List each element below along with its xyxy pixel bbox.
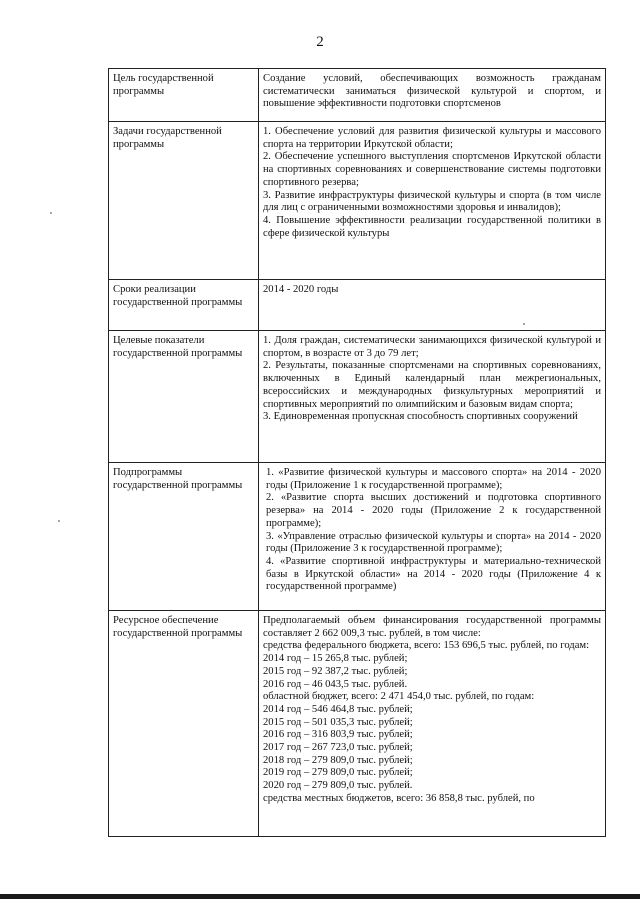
row-value-subprograms <box>259 463 606 611</box>
table-row-indicators <box>109 331 606 463</box>
subprogram-item: 4. «Развитие спортивной инфраструктуры и материально-технической базы в Иркутской области» на 2014 - 2020 годы (Приложение 4 к государственной программе) <box>266 555 601 593</box>
indicator-item: 2. Результаты, показанные спортсменами на спортивных соревнованиях, включенных в Единый календарный план межрегиональных, всероссийских и международных физкультурных мероприятий и спортивных мероприятий по олимпийским и базовым видам спорта; <box>263 360 601 410</box>
funding-line: 2019 год – 279 809,0 тыс. рублей; <box>263 767 413 779</box>
table-row-tasks <box>109 122 606 280</box>
funding-line: 2018 год – 279 809,0 тыс. рублей; <box>263 754 413 766</box>
task-item: 3. Развитие инфраструктуры физической культуры и спорта (в том числе для лиц с ограниченными возможностями здоровья и инвалидов); <box>263 189 601 214</box>
funding-line: Предполагаемый объем финансирования государственной программы составляет 2 662 009,3 тыс. рублей, в том числе: <box>263 615 601 639</box>
scan-speck <box>50 212 52 214</box>
table-row-subprograms <box>109 463 606 611</box>
row-value-tasks <box>259 122 606 280</box>
row-label-tasks: Задачи государственной программы <box>109 122 259 280</box>
table-row-goal <box>109 69 606 122</box>
task-item: 4. Повышение эффективности реализации государственной политики в сфере физической культуры <box>263 214 601 239</box>
row-value-funding <box>259 611 606 837</box>
subprogram-item: 3. «Управление отраслью физической культуры и спорта» на 2014 - 2020 годы (Приложение 3 к государственной программе); <box>266 530 601 555</box>
row-value-goal <box>259 69 606 122</box>
indicator-item: 1. Доля граждан, систематически занимающихся физической культурой и спортом, в возрасте от 3 до 79 лет; <box>263 335 601 359</box>
funding-line: 2014 год – 546 464,8 тыс. рублей; <box>263 703 413 715</box>
task-item: 2. Обеспечение успешного выступления спортсменов Иркутской области на спортивных соревнованиях и совершенствование системы подготовки спортивного резерва; <box>263 151 601 188</box>
row-label-indicators: Целевые показатели государственной программы <box>109 331 259 463</box>
goal-text: Создание условий, обеспечивающих возможность гражданам систематически заниматься физической культурой и спортом, и повышение эффективности подготовки спортсменов <box>263 73 601 110</box>
funding-line: средства федерального бюджета, всего: 153 696,5 тыс. рублей, по годам: <box>263 640 590 652</box>
funding-line: 2016 год – 46 043,5 тыс. рублей. <box>263 678 408 690</box>
program-passport-table <box>108 68 606 837</box>
row-label-timeline: Сроки реализации государственной программы <box>109 280 259 331</box>
funding-line: 2020 год – 279 809,0 тыс. рублей. <box>263 780 413 792</box>
funding-line: 2015 год – 501 035,3 тыс. рублей; <box>263 716 413 728</box>
timeline-text: 2014 - 2020 годы <box>263 284 339 295</box>
row-value-timeline <box>259 280 606 331</box>
funding-line: областной бюджет, всего: 2 471 454,0 тыс. рублей, по годам: <box>263 691 535 703</box>
row-label-funding: Ресурсное обеспечение государственной программы <box>109 611 259 837</box>
indicator-item: 3. Единовременная пропускная способность спортивных сооружений <box>263 411 578 423</box>
scan-speck <box>58 520 60 522</box>
task-item: 1. Обеспечение условий для развития физической культуры и массового спорта на территории Иркутской области; <box>263 126 601 150</box>
funding-line: средства местных бюджетов, всего: 36 858,8 тыс. рублей, по <box>263 792 535 804</box>
subprogram-item: 2. «Развитие спорта высших достижений и подготовка спортивного резерва» на 2014 - 2020 годы (Приложение 2 к государственной программе); <box>266 492 601 529</box>
row-value-indicators <box>259 331 606 463</box>
scan-speck <box>523 323 525 325</box>
funding-line: 2014 год – 15 265,8 тыс. рублей; <box>263 653 408 665</box>
subprogram-item: 1. «Развитие физической культуры и массового спорта» на 2014 - 2020 годы (Приложение 1 к государственной программе); <box>266 467 601 491</box>
row-label-subprograms: Подпрограммы государственной программы <box>109 463 259 611</box>
funding-line: 2017 год – 267 723,0 тыс. рублей; <box>263 742 413 754</box>
row-label-goal: Цель государственной программы <box>109 69 259 122</box>
page-number: 2 <box>316 34 324 50</box>
table-row-funding <box>109 611 606 837</box>
page-bottom-edge <box>0 894 640 899</box>
table-row-timeline <box>109 280 606 331</box>
funding-line: 2016 год – 316 803,9 тыс. рублей; <box>263 729 413 741</box>
funding-line: 2015 год – 92 387,2 тыс. рублей; <box>263 665 408 677</box>
